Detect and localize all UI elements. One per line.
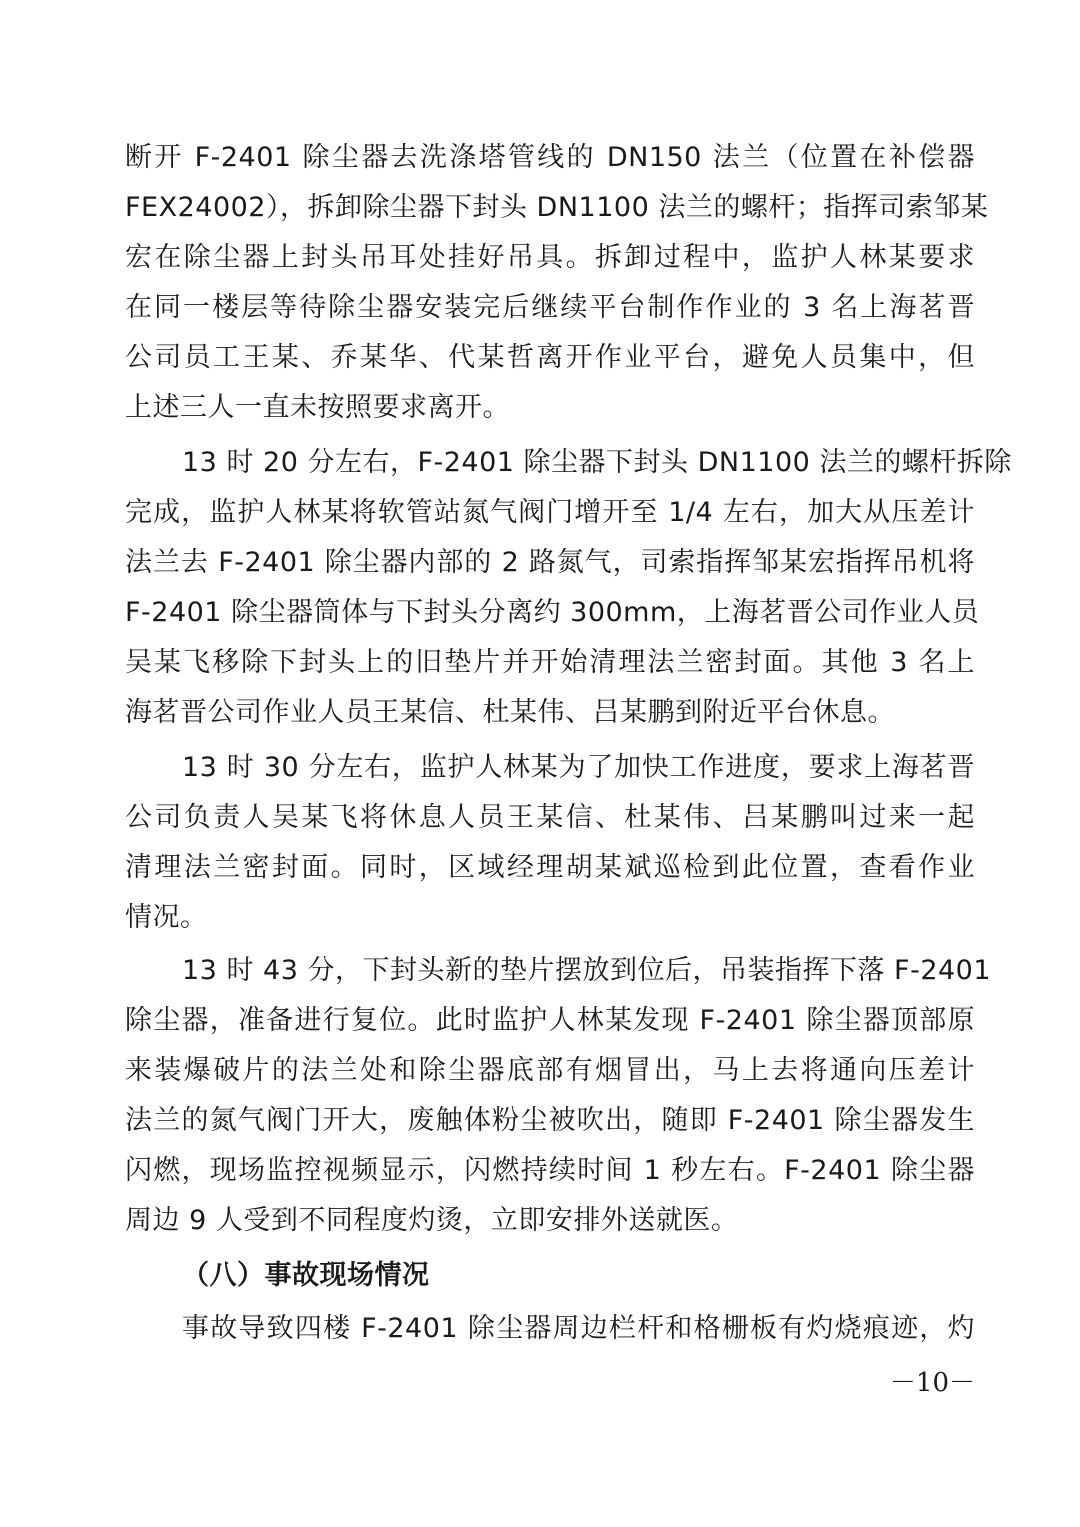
paragraph-line: FEX24002），拆卸除尘器下封头 DN1100 法兰的螺杆；指挥司索邹某	[125, 192, 989, 223]
paragraph-line: 公司员工王某、乔某华、代某哲离开作业平台，避免人员集中，但	[125, 342, 975, 373]
paragraph-line: 吴某飞移除下封头上的旧垫片并开始清理法兰密封面。其他 3 名上	[125, 647, 975, 678]
paragraph-line: 断开 F-2401 除尘器去洗涤塔管线的 DN150 法兰（位置在补偿器	[125, 142, 975, 173]
paragraph-line: 在同一楼层等待除尘器安装完后继续平台制作作业的 3 名上海茗晋	[125, 292, 975, 323]
page-number: －10－	[889, 1368, 975, 1398]
paragraph-line: 事故导致四楼 F-2401 除尘器周边栏杆和格栅板有灼烧痕迹，灼	[182, 1313, 975, 1344]
section-heading: （八）事故现场情况	[182, 1260, 430, 1291]
paragraph-line: 周边 9 人受到不同程度灼烫，立即安排外送就医。	[125, 1205, 739, 1236]
paragraph-line: 除尘器，准备进行复位。此时监护人林某发现 F-2401 除尘器顶部原	[125, 1005, 975, 1036]
paragraph-line: 13 时 30 分左右，监护人林某为了加快工作进度，要求上海茗晋	[182, 752, 975, 783]
paragraph-line: 海茗晋公司作业人员王某信、杜某伟、吕某鹏到附近平台休息。	[125, 697, 895, 728]
paragraph-line: 法兰去 F-2401 除尘器内部的 2 路氮气，司索指挥邹某宏指挥吊机将	[125, 547, 975, 578]
paragraph-line: 13 时 43 分，下封头新的垫片摆放到位后，吊装指挥下落 F-2401	[182, 955, 992, 986]
paragraph-line: 清理法兰密封面。同时，区域经理胡某斌巡检到此位置，查看作业	[125, 852, 975, 883]
paragraph-line: 上述三人一直未按照要求离开。	[125, 392, 510, 423]
paragraph-line: 法兰的氮气阀门开大，废触体粉尘被吹出，随即 F-2401 除尘器发生	[125, 1105, 975, 1136]
paragraph-line: 来装爆破片的法兰处和除尘器底部有烟冒出，马上去将通向压差计	[125, 1055, 975, 1086]
paragraph-line: 完成，监护人林某将软管站氮气阀门增开至 1/4 左右，加大从压差计	[125, 497, 975, 528]
paragraph-line: F-2401 除尘器筒体与下封头分离约 300mm，上海茗晋公司作业人员	[125, 597, 980, 628]
paragraph-line: 公司负责人吴某飞将休息人员王某信、杜某伟、吕某鹏叫过来一起	[125, 802, 975, 833]
paragraph-line: 闪燃，现场监控视频显示，闪燃持续时间 1 秒左右。F-2401 除尘器	[125, 1155, 975, 1186]
paragraph-line: 宏在除尘器上封头吊耳处挂好吊具。拆卸过程中，监护人林某要求	[125, 242, 975, 273]
paragraph-line: 13 时 20 分左右，F-2401 除尘器下封头 DN1100 法兰的螺杆拆除	[182, 447, 1012, 478]
paragraph-line: 情况。	[125, 902, 208, 933]
